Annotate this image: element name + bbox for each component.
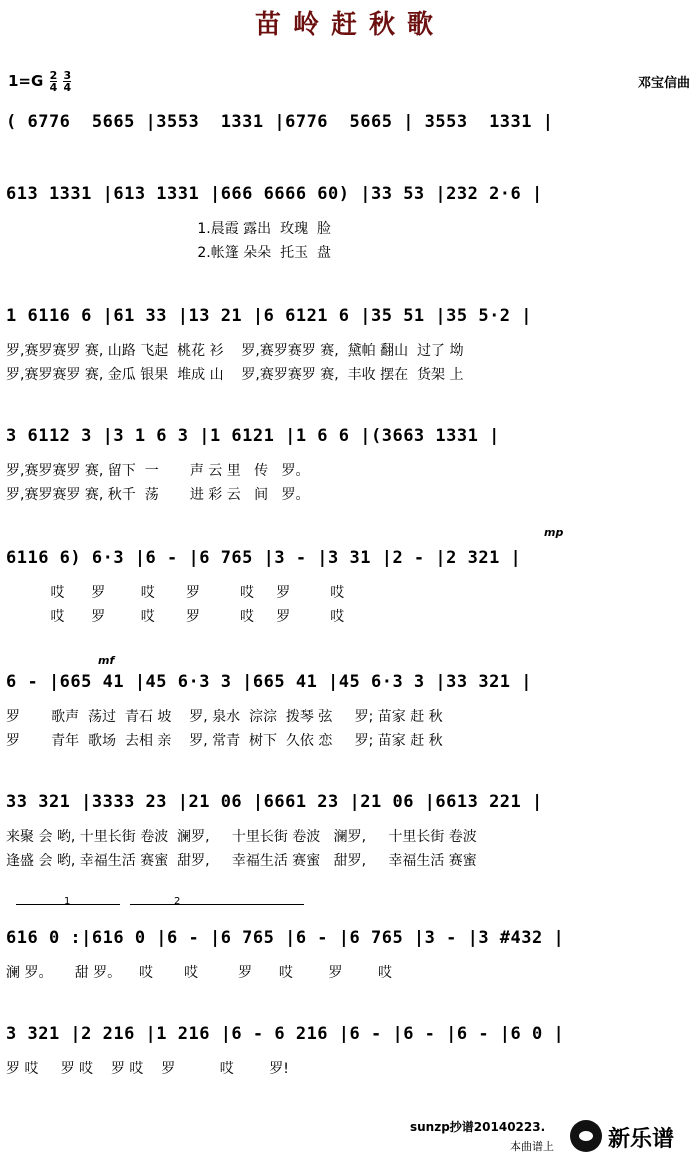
- notes-row: 613 1331 |613 1331 |666 6666 60) |33 53 |232 2·6 |: [6, 184, 543, 204]
- lyric-verse-1: 罗,赛罗赛罗 赛, 留下 一 声 云 里 传 罗。: [6, 463, 310, 479]
- lyric-verse-2: 逢盛 会 哟, 幸福生活 赛蜜 甜罗, 幸福生活 赛蜜 甜罗, 幸福生活 赛蜜: [6, 853, 477, 869]
- lyric-verse-1: 1.晨霞 露出 玫瑰 脸: [6, 221, 331, 237]
- lyric-verse-1: 罗 哎 罗 哎 罗 哎 罗 哎 罗!: [6, 1061, 289, 1077]
- lyric-verse-1: 来聚 会 哟, 十里长街 卷波 澜罗, 十里长街 卷波 澜罗, 十里长街 卷波: [6, 829, 477, 845]
- lyric-verse-1: 哎 罗 哎 罗 哎 罗 哎: [6, 585, 345, 601]
- uploader-credit: 本曲谱上: [510, 1140, 554, 1153]
- music-disc-icon: [570, 1120, 602, 1152]
- notes-row: 6116 6) 6·3 |6 - |6 765 |3 - |3 31 |2 - |2 321 |: [6, 548, 522, 568]
- lyric-verse-1: 罗 歌声 荡过 青石 坡 罗, 泉水 淙淙 拨琴 弦 罗; 苗家 赶 秋: [6, 709, 443, 725]
- notes-row: 616 0 :|616 0 |6 - |6 765 |6 - |6 765 |3 - |3 #432 |: [6, 928, 565, 948]
- lyric-verse-1: 罗,赛罗赛罗 赛, 山路 飞起 桃花 衫 罗,赛罗赛罗 赛, 黛帕 翻山 过了 坳: [6, 343, 464, 359]
- notes-row: 3 321 |2 216 |1 216 |6 - 6 216 |6 - |6 - |6 - |6 0 |: [6, 1024, 565, 1044]
- site-name: 新乐谱: [608, 1127, 675, 1152]
- time-signature-2: $\frac{3}{4}$: [63, 69, 72, 94]
- time-signature-1: $\frac{2}{4}$: [49, 69, 58, 94]
- site-logo: [570, 1118, 694, 1156]
- lyric-verse-2: 2.帐篷 朵朵 托玉 盘: [6, 245, 331, 261]
- lyric-verse-2: 罗,赛罗赛罗 赛, 金瓜 银果 堆成 山 罗,赛罗赛罗 赛, 丰收 摆在 货架 上: [6, 367, 464, 383]
- notes-row: 1 6116 6 |61 33 |13 21 |6 6121 6 |35 51 |35 5·2 |: [6, 306, 533, 326]
- key-label: 1=G: [8, 72, 44, 90]
- volta-bracket-1: 1: [16, 904, 120, 913]
- lyric-verse-1: 澜 罗。 甜 罗。 哎 哎 罗 哎 罗 哎: [6, 965, 393, 981]
- dynamic-marking: mp: [544, 526, 564, 539]
- lyric-verse-2: 罗 青年 歌场 去相 亲 罗, 常青 树下 久依 恋 罗; 苗家 赶 秋: [6, 733, 443, 749]
- notes-row: 6 - |665 41 |45 6·3 3 |665 41 |45 6·3 3 |33 321 |: [6, 672, 533, 692]
- lyric-verse-2: 哎 罗 哎 罗 哎 罗 哎: [6, 609, 345, 625]
- notes-row: 33 321 |3333 23 |21 06 |6661 23 |21 06 |6613 221 |: [6, 792, 543, 812]
- volta-bracket-2: 2: [130, 904, 304, 913]
- key-signature: [8, 70, 71, 93]
- dynamic-marking: mf: [98, 654, 115, 667]
- song-title: 苗岭赶秋歌: [254, 10, 445, 40]
- transcriber-credit: sunzp抄谱20140223.: [410, 1120, 546, 1134]
- composer-credit: 邓宝信曲: [637, 76, 690, 91]
- lyric-verse-2: 罗,赛罗赛罗 赛, 秋千 荡 进 彩 云 间 罗。: [6, 487, 310, 503]
- notes-row: 3 6112 3 |3 1 6 3 |1 6121 |1 6 6 |(3663 1331 |: [6, 426, 500, 446]
- notes-row: ( 6776 5665 |3553 1331 |6776 5665 | 3553 1331 |: [6, 112, 554, 132]
